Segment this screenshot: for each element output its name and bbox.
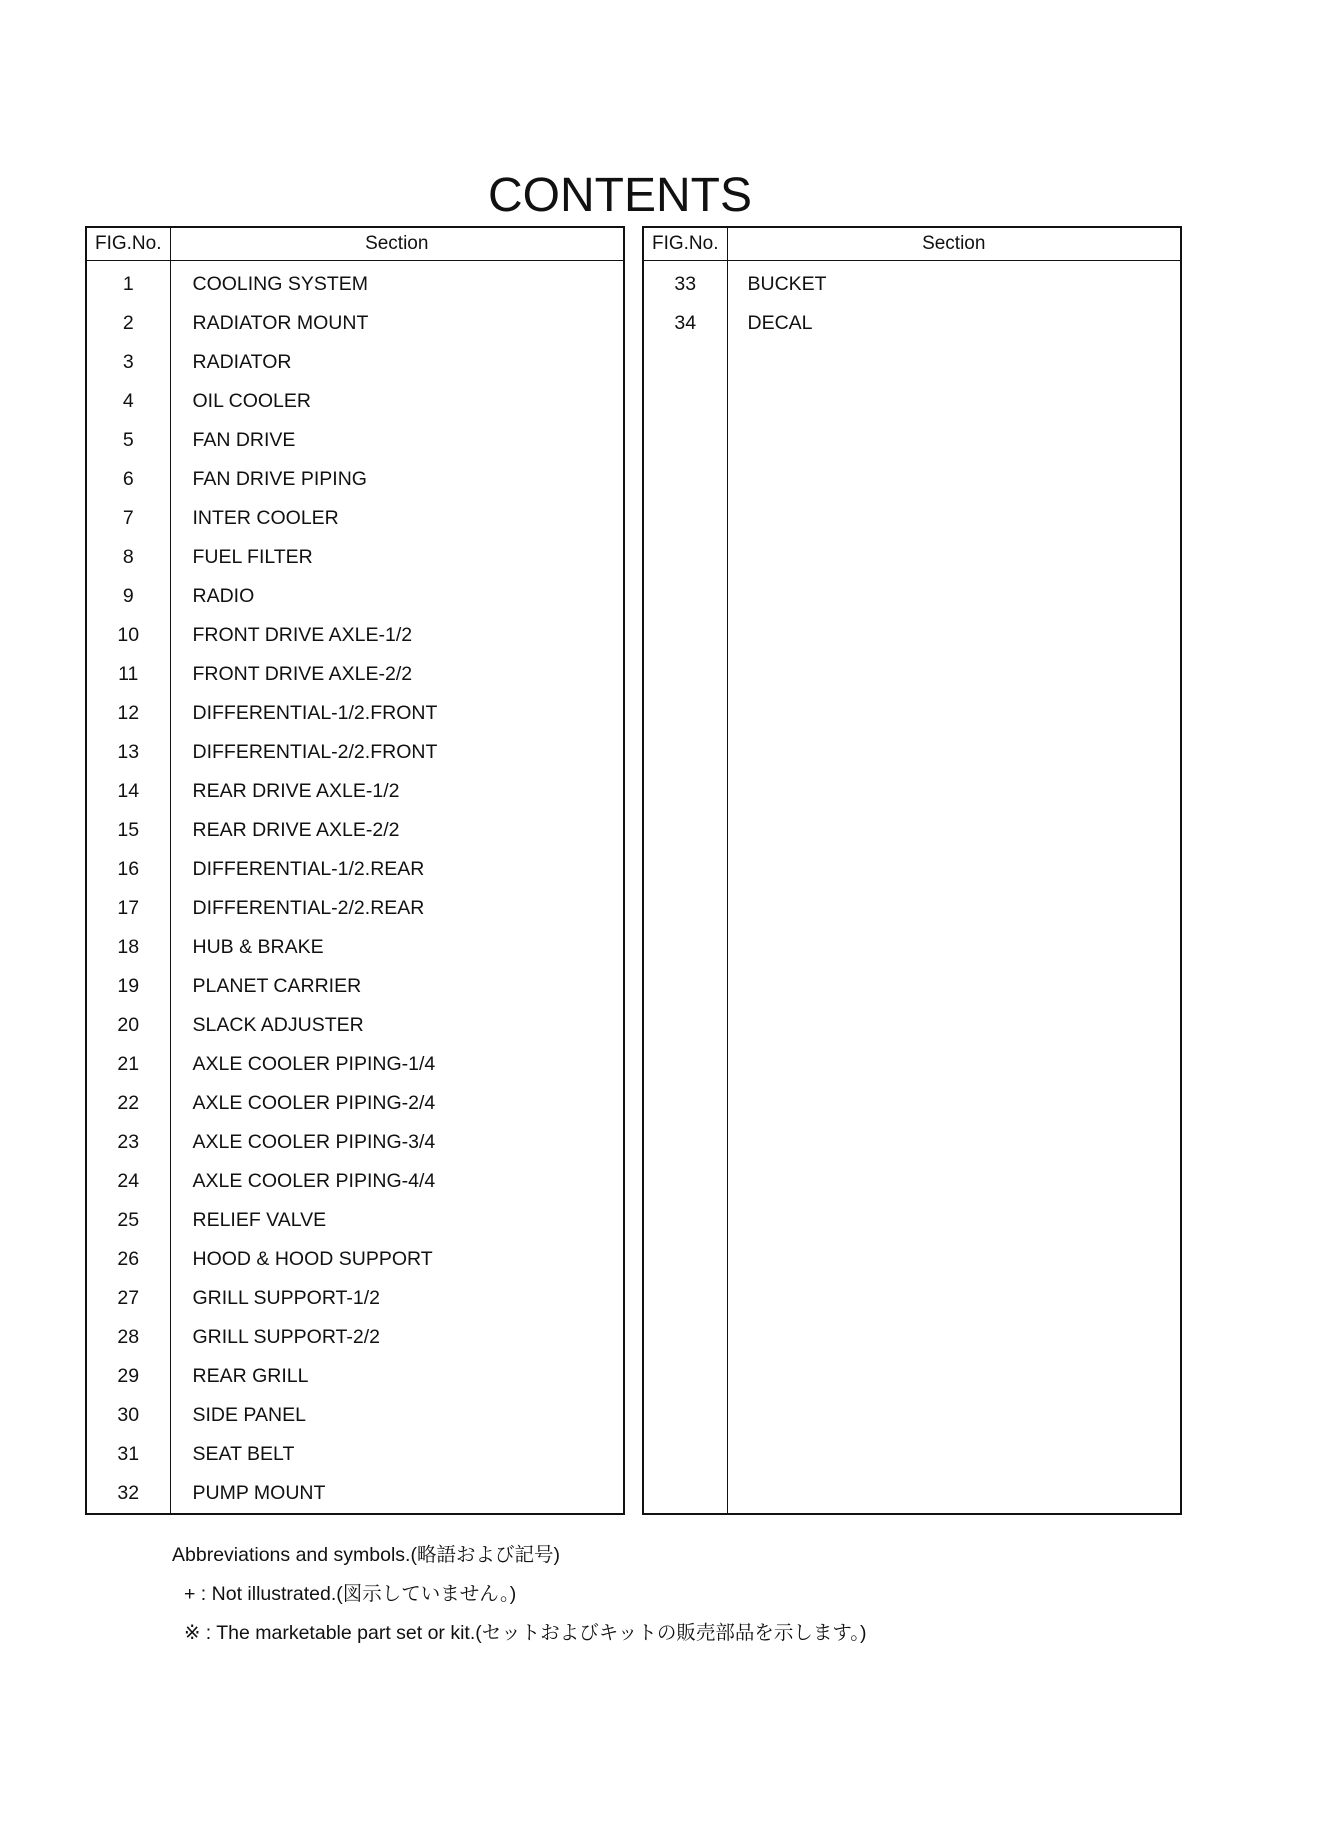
contents-table-left [85, 226, 625, 1515]
table-row [86, 1279, 624, 1318]
fig-number: 12 [86, 694, 170, 733]
fig-number: 31 [86, 1435, 170, 1474]
section-name: FAN DRIVE [170, 421, 624, 460]
empty-row [643, 1201, 1181, 1240]
empty-row [643, 421, 1181, 460]
table-row [86, 1357, 624, 1396]
fig-number: 26 [86, 1240, 170, 1279]
fig-number: 18 [86, 928, 170, 967]
contents-table-right [642, 226, 1182, 1515]
fig-number: 3 [86, 343, 170, 382]
section-name: GRILL SUPPORT-1/2 [170, 1279, 624, 1318]
empty-cell [727, 694, 1181, 733]
empty-row [643, 1474, 1181, 1514]
section-name: RADIATOR MOUNT [170, 304, 624, 343]
empty-cell [727, 811, 1181, 850]
fig-number: 10 [86, 616, 170, 655]
fig-number: 22 [86, 1084, 170, 1123]
empty-cell [643, 889, 727, 928]
empty-cell [727, 343, 1181, 382]
empty-cell [727, 538, 1181, 577]
fig-number: 2 [86, 304, 170, 343]
fig-number: 5 [86, 421, 170, 460]
table-row [86, 1396, 624, 1435]
empty-cell [727, 850, 1181, 889]
empty-row [643, 1240, 1181, 1279]
empty-cell [727, 1279, 1181, 1318]
table-row [86, 1006, 624, 1045]
empty-cell [727, 928, 1181, 967]
section-name: RADIATOR [170, 343, 624, 382]
table-row [86, 733, 624, 772]
table-row [86, 655, 624, 694]
section-name: DIFFERENTIAL-1/2.REAR [170, 850, 624, 889]
table-row [86, 1474, 624, 1514]
empty-cell [643, 928, 727, 967]
empty-cell [643, 460, 727, 499]
empty-cell [643, 694, 727, 733]
empty-cell [727, 1474, 1181, 1514]
fig-number: 32 [86, 1474, 170, 1514]
empty-cell [643, 1474, 727, 1514]
empty-cell [727, 1201, 1181, 1240]
empty-cell [727, 1240, 1181, 1279]
table-row [86, 1123, 624, 1162]
section-name: FUEL FILTER [170, 538, 624, 577]
empty-cell [643, 1318, 727, 1357]
empty-cell [727, 382, 1181, 421]
notes-heading: Abbreviations and symbols.(略語および記号) [172, 1544, 560, 1566]
empty-cell [727, 733, 1181, 772]
empty-cell [727, 421, 1181, 460]
empty-cell [727, 1045, 1181, 1084]
table-row [86, 1435, 624, 1474]
table-row [86, 967, 624, 1006]
fig-number: 34 [643, 304, 727, 343]
empty-row [643, 928, 1181, 967]
section-name: SEAT BELT [170, 1435, 624, 1474]
fig-number: 7 [86, 499, 170, 538]
header-fig-no: FIG.No. [643, 227, 727, 261]
empty-cell [727, 1435, 1181, 1474]
table-row [86, 460, 624, 499]
table-row [86, 928, 624, 967]
section-name: PLANET CARRIER [170, 967, 624, 1006]
empty-cell [727, 460, 1181, 499]
table-row [643, 261, 1181, 305]
empty-cell [727, 655, 1181, 694]
fig-number: 33 [643, 261, 727, 305]
section-name: AXLE COOLER PIPING-3/4 [170, 1123, 624, 1162]
header-fig-no: FIG.No. [86, 227, 170, 261]
header-section: Section [170, 227, 624, 261]
header-section: Section [727, 227, 1181, 261]
empty-cell [643, 421, 727, 460]
section-name: GRILL SUPPORT-2/2 [170, 1318, 624, 1357]
fig-number: 27 [86, 1279, 170, 1318]
table-row [86, 694, 624, 733]
empty-row [643, 811, 1181, 850]
empty-cell [643, 655, 727, 694]
empty-cell [643, 1006, 727, 1045]
fig-number: 17 [86, 889, 170, 928]
empty-cell [727, 1123, 1181, 1162]
section-name: SLACK ADJUSTER [170, 1006, 624, 1045]
section-name: DIFFERENTIAL-2/2.REAR [170, 889, 624, 928]
empty-cell [643, 499, 727, 538]
table-row [86, 1318, 624, 1357]
fig-number: 9 [86, 577, 170, 616]
empty-cell [643, 538, 727, 577]
table-row [86, 1162, 624, 1201]
empty-cell [727, 1006, 1181, 1045]
section-name: DECAL [727, 304, 1181, 343]
empty-cell [643, 1435, 727, 1474]
fig-number: 6 [86, 460, 170, 499]
empty-row [643, 733, 1181, 772]
empty-cell [643, 1357, 727, 1396]
empty-cell [643, 1045, 727, 1084]
empty-row [643, 382, 1181, 421]
table-row [86, 811, 624, 850]
fig-number: 21 [86, 1045, 170, 1084]
fig-number: 13 [86, 733, 170, 772]
empty-cell [727, 499, 1181, 538]
table-row [86, 1045, 624, 1084]
empty-cell [727, 1318, 1181, 1357]
fig-number: 8 [86, 538, 170, 577]
empty-cell [643, 343, 727, 382]
empty-cell [727, 889, 1181, 928]
table-row [86, 772, 624, 811]
empty-cell [643, 733, 727, 772]
table-row [86, 382, 624, 421]
empty-cell [727, 967, 1181, 1006]
empty-cell [727, 1084, 1181, 1123]
section-name: AXLE COOLER PIPING-1/4 [170, 1045, 624, 1084]
fig-number: 20 [86, 1006, 170, 1045]
empty-row [643, 655, 1181, 694]
empty-cell [643, 811, 727, 850]
fig-number: 11 [86, 655, 170, 694]
table-row [86, 850, 624, 889]
section-name: REAR GRILL [170, 1357, 624, 1396]
empty-cell [727, 577, 1181, 616]
empty-cell [727, 1396, 1181, 1435]
empty-row [643, 1162, 1181, 1201]
empty-cell [727, 1162, 1181, 1201]
empty-cell [727, 616, 1181, 655]
empty-cell [643, 1123, 727, 1162]
table-row [86, 1201, 624, 1240]
section-name: HUB & BRAKE [170, 928, 624, 967]
section-name: FRONT DRIVE AXLE-2/2 [170, 655, 624, 694]
fig-number: 25 [86, 1201, 170, 1240]
table-row [86, 343, 624, 382]
empty-row [643, 460, 1181, 499]
table-row [86, 889, 624, 928]
empty-row [643, 1045, 1181, 1084]
empty-row [643, 694, 1181, 733]
section-name: AXLE COOLER PIPING-2/4 [170, 1084, 624, 1123]
empty-cell [643, 616, 727, 655]
empty-cell [643, 1240, 727, 1279]
table-row [86, 261, 624, 305]
empty-row [643, 1318, 1181, 1357]
fig-number: 28 [86, 1318, 170, 1357]
empty-row [643, 1357, 1181, 1396]
empty-cell [643, 850, 727, 889]
section-name: AXLE COOLER PIPING-4/4 [170, 1162, 624, 1201]
empty-cell [643, 577, 727, 616]
note-not-illustrated: + : Not illustrated.(図示していません。) [184, 1583, 517, 1605]
section-name: RADIO [170, 577, 624, 616]
empty-row [643, 1123, 1181, 1162]
empty-row [643, 1006, 1181, 1045]
section-name: PUMP MOUNT [170, 1474, 624, 1514]
empty-row [643, 538, 1181, 577]
page-title: CONTENTS [488, 169, 752, 222]
empty-row [643, 616, 1181, 655]
section-name: SIDE PANEL [170, 1396, 624, 1435]
empty-cell [643, 1162, 727, 1201]
empty-row [643, 850, 1181, 889]
fig-number: 23 [86, 1123, 170, 1162]
empty-row [643, 499, 1181, 538]
section-name: RELIEF VALVE [170, 1201, 624, 1240]
empty-cell [643, 382, 727, 421]
fig-number: 30 [86, 1396, 170, 1435]
section-name: INTER COOLER [170, 499, 624, 538]
section-name: FRONT DRIVE AXLE-1/2 [170, 616, 624, 655]
empty-cell [643, 772, 727, 811]
fig-number: 19 [86, 967, 170, 1006]
empty-row [643, 1084, 1181, 1123]
table-row [86, 577, 624, 616]
empty-row [643, 1396, 1181, 1435]
section-name: REAR DRIVE AXLE-2/2 [170, 811, 624, 850]
empty-cell [727, 1357, 1181, 1396]
empty-cell [643, 1201, 727, 1240]
fig-number: 14 [86, 772, 170, 811]
table-row [86, 1084, 624, 1123]
section-name: FAN DRIVE PIPING [170, 460, 624, 499]
abbreviations-notes [172, 1536, 867, 1653]
fig-number: 24 [86, 1162, 170, 1201]
empty-row [643, 967, 1181, 1006]
empty-cell [643, 1396, 727, 1435]
fig-number: 16 [86, 850, 170, 889]
empty-row [643, 889, 1181, 928]
table-row [86, 304, 624, 343]
empty-row [643, 1279, 1181, 1318]
section-name: OIL COOLER [170, 382, 624, 421]
section-name: HOOD & HOOD SUPPORT [170, 1240, 624, 1279]
section-name: COOLING SYSTEM [170, 261, 624, 305]
note-marketable-kit: ※ : The marketable part set or kit.(セットおよびキットの販売部品を示します。) [184, 1622, 867, 1644]
table-row [86, 538, 624, 577]
table-row [643, 304, 1181, 343]
empty-cell [643, 1084, 727, 1123]
table-row [86, 1240, 624, 1279]
section-name: DIFFERENTIAL-1/2.FRONT [170, 694, 624, 733]
fig-number: 1 [86, 261, 170, 305]
fig-number: 4 [86, 382, 170, 421]
empty-cell [643, 967, 727, 1006]
section-name: DIFFERENTIAL-2/2.FRONT [170, 733, 624, 772]
table-row [86, 499, 624, 538]
empty-cell [727, 772, 1181, 811]
fig-number: 29 [86, 1357, 170, 1396]
empty-cell [643, 1279, 727, 1318]
empty-row [643, 1435, 1181, 1474]
section-name: BUCKET [727, 261, 1181, 305]
fig-number: 15 [86, 811, 170, 850]
table-row [86, 616, 624, 655]
empty-row [643, 577, 1181, 616]
empty-row [643, 343, 1181, 382]
section-name: REAR DRIVE AXLE-1/2 [170, 772, 624, 811]
table-row [86, 421, 624, 460]
empty-row [643, 772, 1181, 811]
